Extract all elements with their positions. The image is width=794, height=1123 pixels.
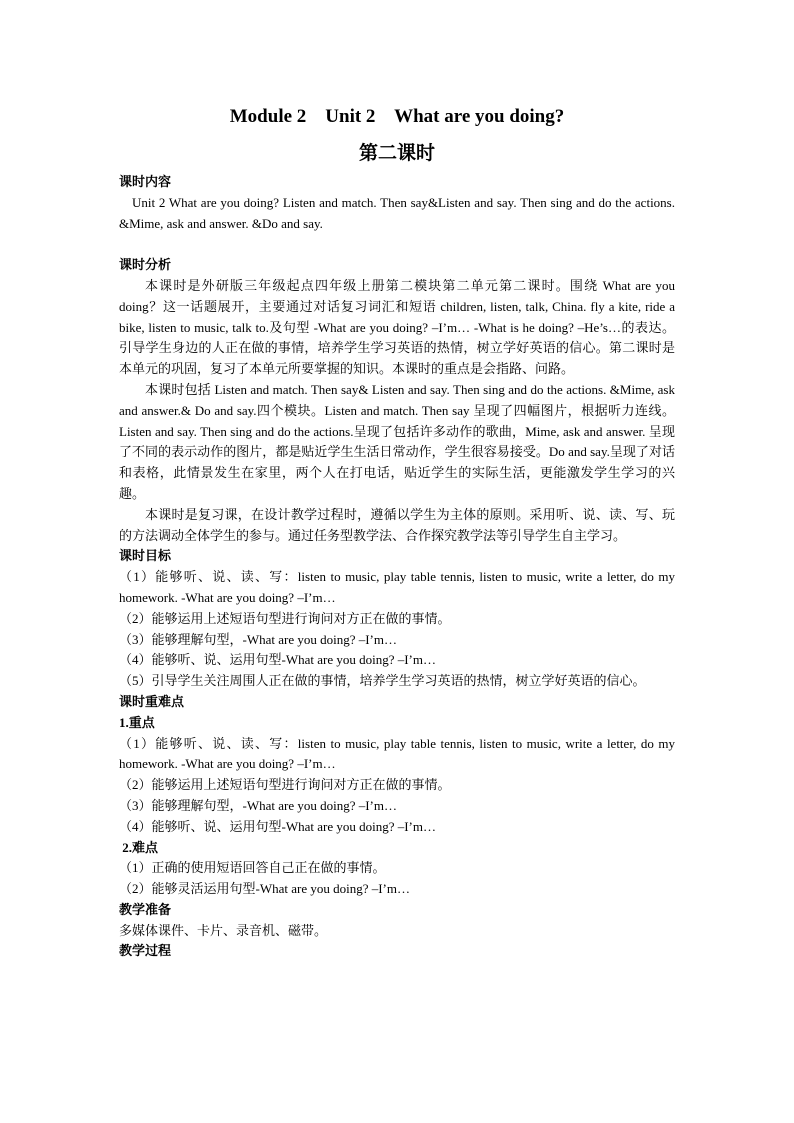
difficulty-item: （2）能够灵活运用句型-What are you doing? –I’m… [119,881,411,897]
section-spacer [119,234,675,255]
focus-item: （2）能够运用上述短语句型进行询问对方正在做的事情。 [119,777,451,793]
document-subtitle: 第二课时 [358,143,435,164]
preparation-heading: 教学准备 [119,901,172,917]
content-heading: 课时内容 [119,174,172,189]
analysis-heading: 课时分析 [119,257,172,273]
document-page [119,102,675,962]
process-heading: 教学过程 [119,943,172,959]
analysis-paragraph-2: 本课时包括 Listen and match. Then say& Listen and say. Then sing and do the actions. &Mime, ask and answer.& Do and say.四个模块。Listen and match. Then say 呈现了四幅图片，根据听力连线。Listen and say. Then sing and do the actions.呈现了包括许多动作的歌曲，Mime, ask and answer. 呈现了不同的表示动作的图片，都是贴近学生生活日常动作，学生很容易接受。Do and say.呈现了对话和表格，此情景发生在家里，两个人在打电话，贴近学生的实际生活，更能激发学生学习的兴趣。 [119,381,675,501]
difficulty-item: （1）正确的使用短语回答自己正在做的事情。 [119,860,386,876]
content-text: Unit 2 What are you doing? Listen and match. Then say&Listen and say. Then sing and do the actions. &Mime, ask and answer. &Do and say. [119,194,675,231]
keypoints-heading: 课时重难点 [119,693,185,709]
focus-heading: 1.重点 [119,714,155,730]
analysis-paragraph-1: 本课时是外研版三年级起点四年级上册第二模块第二单元第二课时。围绕 What are you doing？这一话题展开，主要通过对话复习词汇和短语 children, listen, talk, China. fly a kite, ride a bike, listen to music, talk to.及句型 -What are you doing? –I’m… -What is he doing? –He’s…的表达。引导学生身边的人正在做的事情，培养学生学习英语的热情，树立学好英语的信心。第二课时是本单元的巩固，复习了本单元所要掌握的知识。本课时的重点是会指路、问路。 [119,277,675,377]
goals-heading: 课时目标 [119,548,172,564]
document-title: Module 2 Unit 2 What are you doing? [229,106,565,127]
goal-item: （5）引导学生关注周围人正在做的事情，培养学生学习英语的热情，树立学好英语的信心。 [119,673,646,689]
goal-item: （3）能够理解句型，-What are you doing? –I’m… [119,631,398,647]
preparation-text: 多媒体课件、卡片、录音机、磁带。 [119,922,328,938]
analysis-paragraph-3: 本课时是复习课，在设计教学过程时，遵循以学生为主体的原则。采用听、说、读、写、玩的方法调动全体学生的参与。通过任务型教学法、合作探究教学法等引导学生自主学习。 [119,506,675,543]
difficulty-heading: 2.难点 [119,839,159,855]
goal-item: （1）能够听、说、读、写：listen to music, play table tennis, listen to music, write a letter, do my homework. -What are you doing? –I’m… [119,569,675,605]
goal-item: （4）能够听、说、运用句型-What are you doing? –I’m… [119,652,437,668]
focus-item: （4）能够听、说、运用句型-What are you doing? –I’m… [119,818,437,834]
focus-item: （1）能够听、说、读、写：listen to music, play table tennis, listen to music, write a letter, do my homework. -What are you doing? –I’m… [119,735,675,772]
goal-item: （2）能够运用上述短语句型进行询问对方正在做的事情。 [119,610,451,626]
focus-item: （3）能够理解句型，-What are you doing? –I’m… [119,797,398,813]
